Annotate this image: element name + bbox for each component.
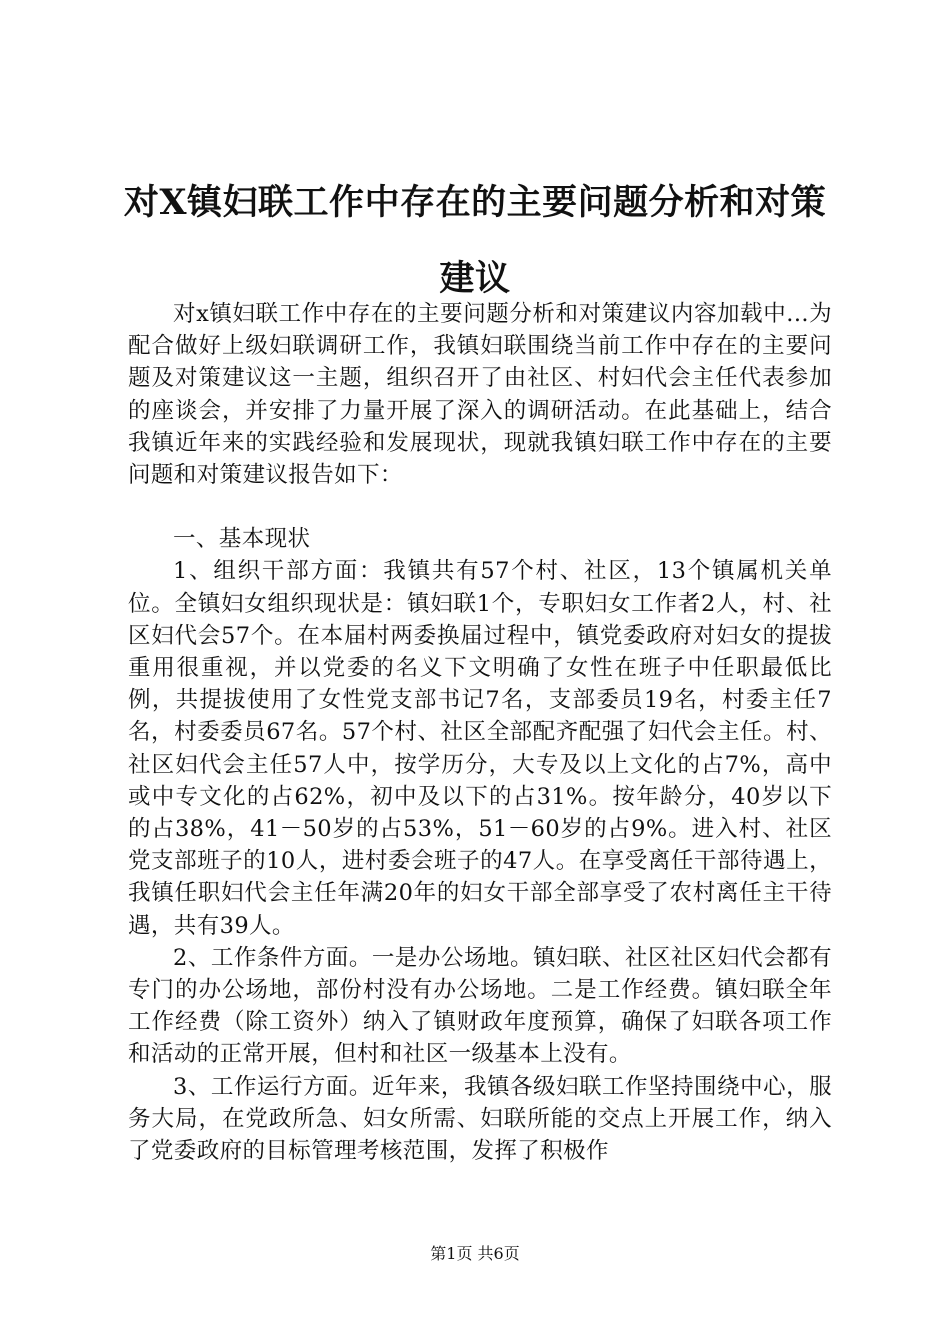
page-footer: 第1页 共6页 xyxy=(430,1244,520,1263)
body-paragraph: 3、工作运行方面。近年来，我镇各级妇联工作坚持围绕中心，服务大局，在党政所急、妇女所需、妇联所能的交点上开展工作，纳入了党委政府的目标管理考核范围，发挥了积极作 xyxy=(128,1073,832,1165)
section-heading: 一、基本现状 xyxy=(173,526,311,553)
body-paragraph: 2、工作条件方面。一是办公场地。镇妇联、社区社区妇代会都有专门的办公场地，部份村没有办公场地。二是工作经费。镇妇联全年工作经费（除工资外）纳入了镇财政年度预算，确保了妇联各项工作和活动的正常开展，但村和社区一级基本上没有。 xyxy=(128,944,832,1068)
intro-paragraph: 对x镇妇联工作中存在的主要问题分析和对策建议内容加载中...为配合做好上级妇联调研工作，我镇妇联围绕当前工作中存在的主要问题及对策建议这一主题，组织召开了由社区、村妇代会主任代表参加的座谈会，并安排了力量开展了深入的调研活动。在此基础上，结合我镇近年来的实践经验和发展现状，现就我镇妇联工作中存在的主要问题和对策建议报告如下： xyxy=(128,301,832,489)
body-paragraph: 1、组织干部方面：我镇共有57个村、社区，13个镇属机关单位。全镇妇女组织现状是：镇妇联1个，专职妇女工作者2人，村、社区妇代会57个。在本届村两委换届过程中，镇党委政府对妇女的提拔重用很重视，并以党委的名义下文明确了女性在班子中任职最低比例，共提拔使用了女性党支部书记7名，支部委员19名，村委主任7名，村委委员67名。57个村、社区全部配齐配强了妇代会主任。村、社区妇代会主任57人中，按学历分，大专及以上文化的占7%，高中或中专文化的占62%，初中及以下的占31%。按年龄分，40岁以下的占38%，41－50岁的占53%，51－60岁的占9%。进入村、社区党支部班子的10人，进村委会班子的47人。在享受离任干部待遇上，我镇任职妇代会主任年满20年的妇女干部全部享受了农村离任主干待遇，共有39人。 xyxy=(128,558,832,939)
document-body xyxy=(128,298,832,1167)
document-title: 对X镇妇联工作中存在的主要问题分析和对策建议 xyxy=(123,182,827,299)
